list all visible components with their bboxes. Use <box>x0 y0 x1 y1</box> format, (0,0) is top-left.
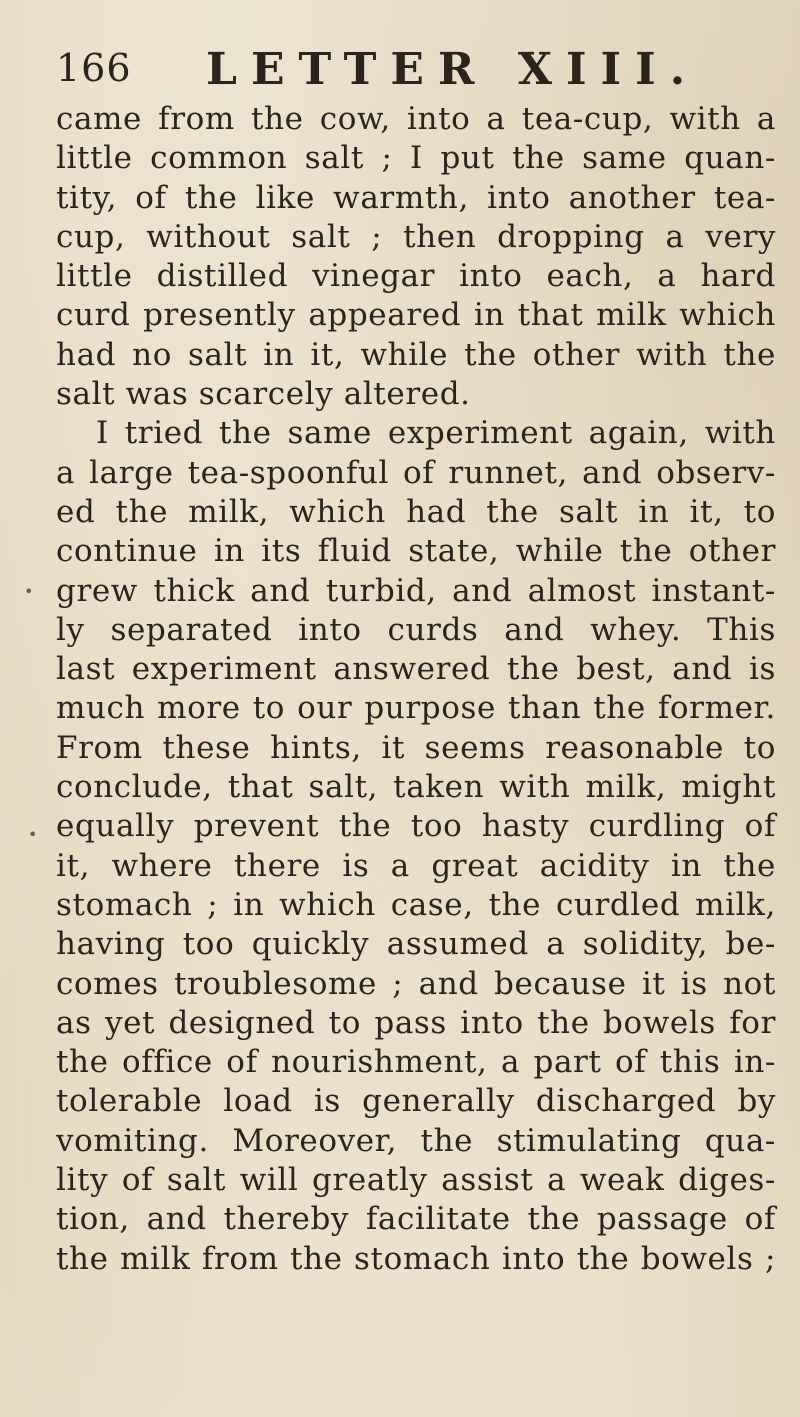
text-line: little common salt ; I put the same quan- <box>56 140 776 177</box>
text-line: lity of salt will greatly assist a weak diges- <box>56 1162 776 1199</box>
text-line: the milk from the stomach into the bowels ; <box>56 1240 776 1277</box>
text-line: conclude, that salt, taken with milk, might <box>56 769 776 806</box>
running-head: LETTER XIII. <box>206 44 700 95</box>
text-line: last experiment answered the best, and is <box>56 651 776 688</box>
text-line: continue in its fluid state, while the other <box>56 533 776 570</box>
text-line: much more to our purpose than the former. <box>56 690 776 727</box>
text-line: having too quickly assumed a solidity, be- <box>56 926 776 963</box>
text-line: cup, without salt ; then dropping a very <box>56 218 776 255</box>
text-line: curd presently appeared in that milk which <box>56 297 776 334</box>
text-line: equally prevent the too hasty curdling of <box>56 808 776 845</box>
margin-dot-mark: • <box>24 582 34 601</box>
text-line: had no salt in it, while the other with the <box>56 336 776 373</box>
paragraph-first-line: I tried the same experiment again, with <box>96 415 776 452</box>
text-line: salt was scarcely altered. <box>56 376 471 413</box>
text-line: it, where there is a great acidity in the <box>56 847 776 884</box>
text-line: vomiting. Moreover, the stimulating qua- <box>56 1122 776 1159</box>
body-text <box>56 100 776 1279</box>
text-line: the office of nourishment, a part of this in- <box>56 1044 776 1081</box>
text-line: ly separated into curds and whey. This <box>56 611 776 648</box>
text-line: stomach ; in which case, the curdled milk, <box>56 886 776 923</box>
margin-dot-mark: • <box>28 825 38 844</box>
text-line: From these hints, it seems reasonable to <box>56 729 776 766</box>
text-line: a large tea-spoonful of runnet, and observ- <box>56 454 776 491</box>
text-line: came from the cow, into a tea-cup, with a <box>56 101 776 137</box>
text-line: as yet designed to pass into the bowels for <box>56 1004 776 1041</box>
page-number: 166 <box>56 46 132 90</box>
text-line: grew thick and turbid, and almost instant- <box>56 572 776 609</box>
text-line: comes troublesome ; and because it is not <box>56 965 776 1002</box>
text-line: tolerable load is generally discharged by <box>56 1083 776 1120</box>
text-line: ed the milk, which had the salt in it, to <box>56 493 776 530</box>
text-line: little distilled vinegar into each, a hard <box>56 258 776 295</box>
text-line: tion, and thereby facilitate the passage of <box>56 1201 776 1238</box>
text-line: tity, of the like warmth, into another tea- <box>56 179 776 216</box>
page-header <box>56 40 756 100</box>
